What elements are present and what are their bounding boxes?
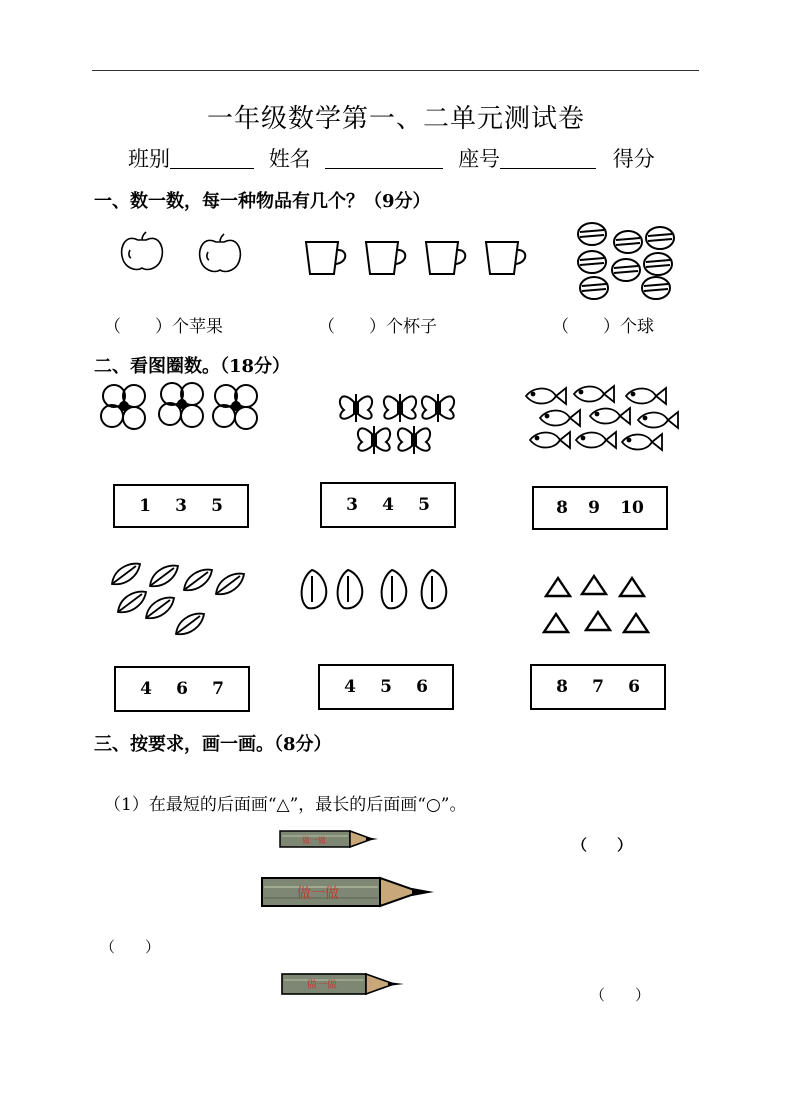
score-label: 得分 bbox=[612, 147, 655, 171]
apple-icon bbox=[200, 234, 241, 272]
pencil-short bbox=[280, 829, 380, 849]
pencil-label: 做一做 bbox=[307, 980, 337, 991]
butterfly-icon bbox=[422, 394, 454, 422]
butterfly-icon bbox=[340, 394, 372, 422]
fish-icon bbox=[574, 386, 614, 402]
fish-icon bbox=[576, 432, 616, 448]
fish-icon bbox=[530, 432, 570, 448]
number-option[interactable]: 3 bbox=[346, 495, 358, 515]
class-label: 班别 bbox=[128, 147, 170, 171]
cups-image bbox=[304, 240, 534, 280]
top-rule bbox=[92, 70, 699, 71]
butterfly-icon bbox=[358, 426, 390, 454]
triangle-icon bbox=[544, 614, 568, 632]
flower-icon bbox=[159, 383, 203, 427]
pencil-long bbox=[262, 876, 438, 908]
pencil-label: 做一做 bbox=[297, 886, 339, 902]
fish-icon bbox=[590, 408, 630, 424]
ball-icon bbox=[646, 227, 674, 249]
fish-icon bbox=[526, 388, 566, 404]
fish-icon bbox=[626, 388, 666, 404]
leaf-icon bbox=[176, 614, 204, 635]
number-box-peppers bbox=[318, 664, 454, 710]
number-option[interactable]: 8 bbox=[556, 498, 568, 518]
triangle-icon bbox=[586, 612, 610, 630]
answer-balls[interactable]: （ ）个球 bbox=[552, 317, 654, 337]
fish-icon bbox=[638, 412, 678, 428]
balls-image bbox=[576, 222, 676, 302]
cup-icon bbox=[306, 242, 345, 274]
leaf-icon bbox=[112, 564, 140, 585]
flower-icon bbox=[101, 385, 145, 429]
leaf-icon bbox=[146, 598, 174, 619]
triangle-icon bbox=[582, 576, 606, 594]
cup-icon bbox=[366, 242, 405, 274]
triangle-icon bbox=[620, 578, 644, 596]
number-box-leaves bbox=[114, 666, 250, 712]
ball-icon bbox=[614, 231, 642, 253]
pencil-medium bbox=[282, 972, 406, 996]
pepper-icon bbox=[338, 570, 363, 608]
page-title: 一年级数学第一、二单元测试卷 bbox=[206, 104, 585, 134]
seat-label: 座号 bbox=[458, 147, 501, 171]
number-option[interactable]: 6 bbox=[628, 677, 640, 697]
cup-icon bbox=[426, 242, 465, 274]
pepper-icon bbox=[382, 570, 407, 608]
number-option[interactable]: 1 bbox=[139, 496, 151, 516]
answer-cups[interactable]: （ ）个杯子 bbox=[318, 317, 437, 337]
number-option[interactable]: 7 bbox=[212, 679, 224, 699]
name-field[interactable] bbox=[325, 148, 443, 169]
cup-icon bbox=[486, 242, 525, 274]
number-option[interactable]: 5 bbox=[418, 495, 430, 515]
fish-image bbox=[524, 384, 684, 456]
butterfly-icon bbox=[398, 426, 430, 454]
apple-icon bbox=[122, 232, 163, 270]
answer-apples[interactable]: （ ）个苹果 bbox=[104, 317, 223, 337]
leaves-image bbox=[110, 560, 246, 644]
number-option[interactable]: 9 bbox=[588, 498, 600, 518]
section1-heading: 一、数一数，每一种物品有几个？（9分） bbox=[94, 191, 431, 212]
pepper-icon bbox=[422, 570, 447, 608]
number-option[interactable]: 3 bbox=[175, 496, 187, 516]
number-box-triangles bbox=[530, 664, 666, 710]
pepper-icon bbox=[302, 570, 327, 608]
ball-icon bbox=[642, 277, 670, 299]
peppers-image bbox=[298, 568, 450, 612]
student-info-line bbox=[128, 143, 655, 173]
ball-icon bbox=[580, 277, 608, 299]
number-option[interactable]: 7 bbox=[592, 677, 604, 697]
triangle-icon bbox=[624, 614, 648, 632]
answer-paren-medium[interactable]: （ ） bbox=[590, 986, 651, 1004]
class-field[interactable] bbox=[170, 148, 254, 169]
number-option[interactable]: 10 bbox=[620, 498, 644, 518]
number-option[interactable]: 4 bbox=[382, 495, 394, 515]
fish-icon bbox=[622, 434, 662, 450]
pencil-label: 做一做 bbox=[302, 836, 326, 845]
ball-icon bbox=[578, 251, 606, 273]
number-option[interactable]: 5 bbox=[380, 677, 392, 697]
leaf-icon bbox=[118, 592, 146, 613]
number-option[interactable]: 4 bbox=[140, 679, 152, 699]
answer-paren-short[interactable]: （ ） bbox=[572, 836, 633, 854]
question-1: （1）在最短的后面画“△”，最长的后面画“○”。 bbox=[104, 795, 467, 815]
fish-icon bbox=[540, 410, 580, 426]
name-label: 姓名 bbox=[268, 147, 311, 171]
number-option[interactable]: 6 bbox=[176, 679, 188, 699]
apples-image bbox=[118, 232, 258, 276]
number-option[interactable]: 4 bbox=[344, 677, 356, 697]
triangles-image bbox=[540, 574, 660, 638]
flowers-image bbox=[100, 382, 260, 434]
triangle-icon bbox=[546, 578, 570, 596]
number-option[interactable]: 8 bbox=[556, 677, 568, 697]
flower-icon bbox=[213, 385, 257, 429]
ball-icon bbox=[644, 253, 672, 275]
number-option[interactable]: 5 bbox=[211, 496, 223, 516]
leaf-icon bbox=[216, 574, 244, 595]
ball-icon bbox=[612, 259, 640, 281]
number-option[interactable]: 6 bbox=[416, 677, 428, 697]
number-box-flowers bbox=[113, 484, 249, 528]
section2-heading: 二、看图圈数。（18分） bbox=[94, 356, 291, 377]
butterflies-image bbox=[336, 384, 460, 456]
butterfly-icon bbox=[384, 394, 416, 422]
number-box-fish bbox=[532, 486, 668, 530]
seat-field[interactable] bbox=[500, 148, 596, 169]
answer-paren-long[interactable]: （ ） bbox=[100, 938, 161, 956]
section3-heading: 三、按要求，画一画。（8分） bbox=[94, 734, 332, 755]
leaf-icon bbox=[184, 570, 212, 591]
ball-icon bbox=[578, 223, 606, 245]
leaf-icon bbox=[150, 566, 178, 587]
number-box-butterflies bbox=[320, 482, 456, 528]
